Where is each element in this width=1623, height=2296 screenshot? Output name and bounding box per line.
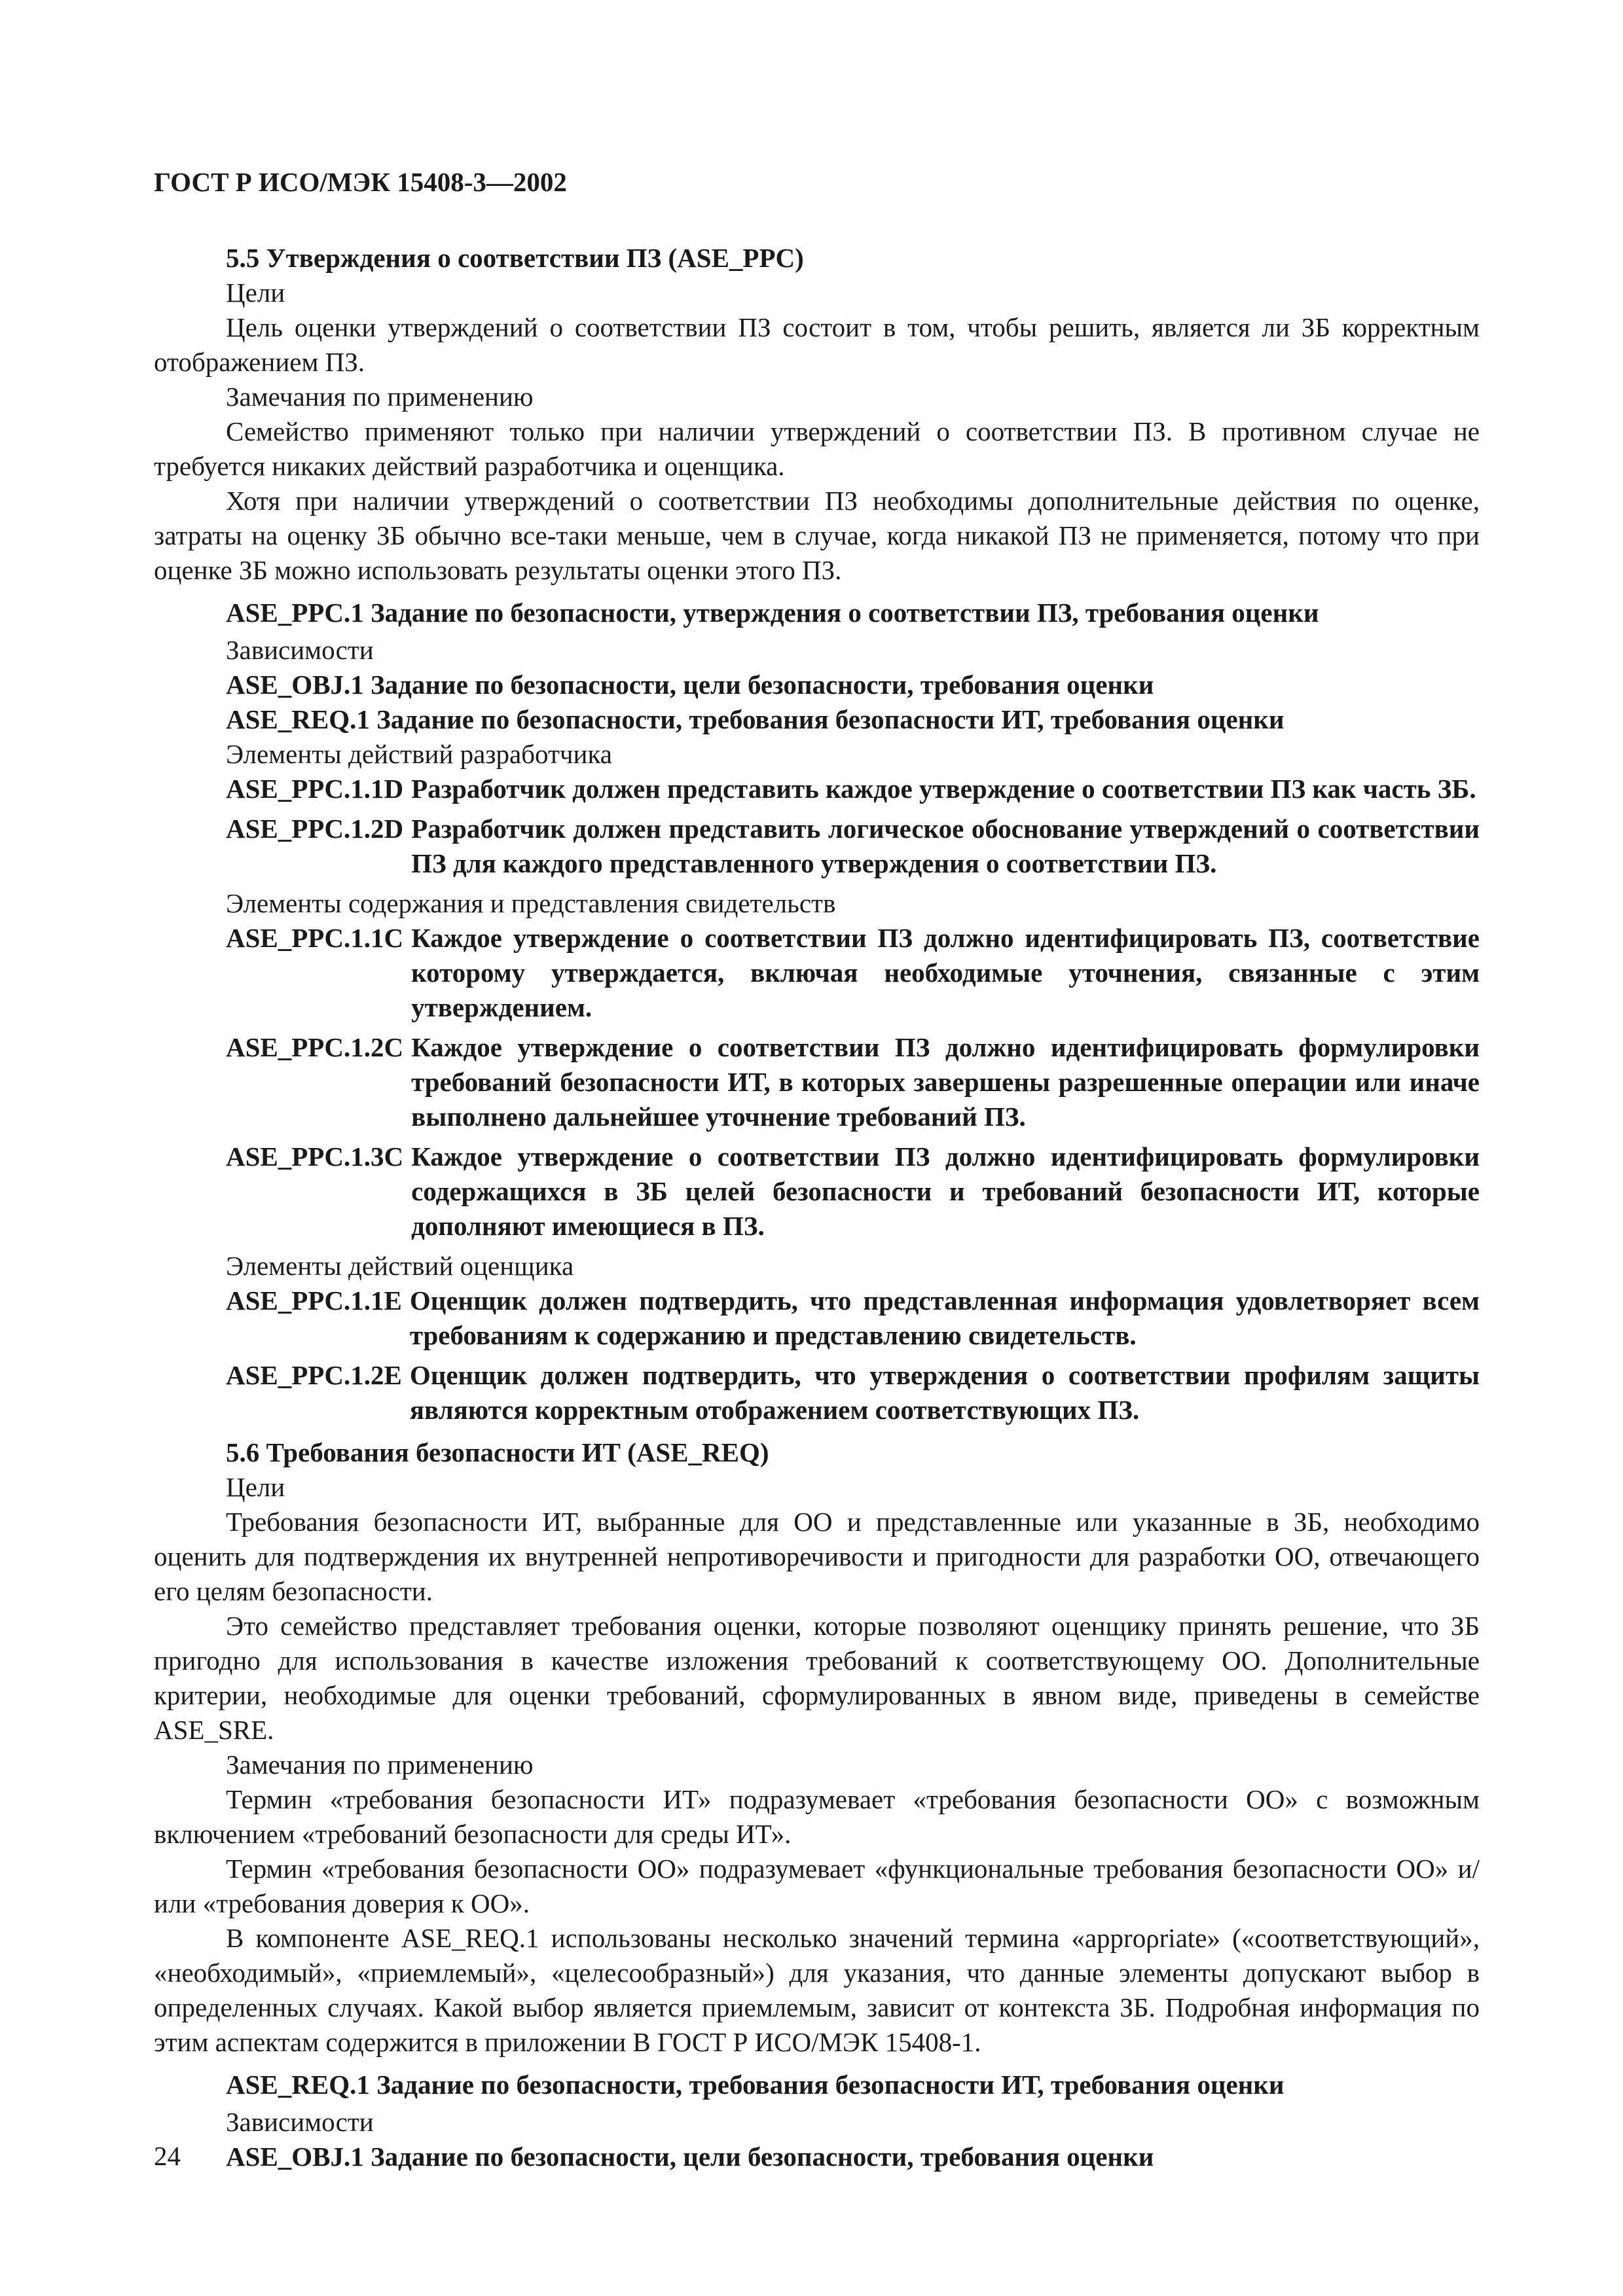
element-text: Разработчик должен представить каждое утверждение о соответствии ПЗ как часть ЗБ. bbox=[411, 774, 1476, 804]
paragraph: Семейство применяют только при наличии утверждений о соответствии ПЗ. В противном случае не требуется никаких действий разработчика и оценщика. bbox=[154, 416, 1480, 481]
dependencies-label: Зависимости bbox=[226, 635, 374, 665]
document-page bbox=[154, 164, 1480, 2174]
paragraph: Цель оценки утверждений о соответствии ПЗ состоит в том, чтобы решить, является ли ЗБ корректным отображением ПЗ. bbox=[154, 312, 1480, 377]
component-title-ase-ppc-1: ASE_PPC.1 Задание по безопасности, утверждения о соответствии ПЗ, требования оценки bbox=[226, 598, 1319, 628]
section-5-6-title: 5.6 Требования безопасности ИТ (ASE_REQ) bbox=[226, 1437, 769, 1467]
paragraph: Это семейство представляет требования оценки, которые позволяют оценщику принять решение, что ЗБ пригодно для использования в качестве изложения требований к соответствующему ОО. Дополнительные критерии, необходимые для оценки требований, сформулированных в явном виде, приведены в семействе ASE_SRE. bbox=[154, 1611, 1480, 1745]
paragraph: Хотя при наличии утверждений о соответствии ПЗ необходимы дополнительные действия по оценке, затраты на оценку ЗБ обычно все-таки меньше, чем в случае, когда никакой ПЗ не применяется, потому что при оценке ЗБ можно использовать результаты оценки этого ПЗ. bbox=[154, 486, 1480, 585]
element-ase-ppc-1-2e bbox=[226, 1358, 1480, 1427]
element-code: ASE_PPC.1.1C bbox=[226, 923, 404, 953]
goals-label: Цели bbox=[226, 278, 285, 308]
element-code: ASE_PPC.1.2E bbox=[226, 1360, 402, 1390]
element-ase-ppc-1-2d bbox=[226, 812, 1480, 881]
paragraph: Термин «требования безопасности ОО» подразумевает «функциональные требования безопасности ОО» и/или «требования доверия к ОО». bbox=[154, 1854, 1480, 1918]
element-text: Оценщик должен подтвердить, что утверждения о соответствии профилям защиты являются корректным отображением соответствующих ПЗ. bbox=[409, 1360, 1480, 1425]
content-elements-label: Элементы содержания и представления свидетельств bbox=[226, 888, 836, 918]
evaluator-elements-label: Элементы действий оценщика bbox=[226, 1251, 574, 1281]
element-ase-ppc-1-3c bbox=[226, 1139, 1480, 1244]
element-text: Оценщик должен подтвердить, что представленная информация удовлетворяет всем требованиям к содержанию и представлению свидетельств. bbox=[409, 1285, 1480, 1350]
paragraph: Термин «требования безопасности ИТ» подразумевает «требования безопасности ОО» с возможным включением «требований безопасности для среды ИТ». bbox=[154, 1784, 1480, 1849]
section-5-5-title: 5.5 Утверждения о соответствии ПЗ (ASE_PPC) bbox=[226, 243, 804, 273]
element-text: Каждое утверждение о соответствии ПЗ должно идентифицировать формулировки требований безопасности ИТ, в которых завершены разрешенные операции или иначе выполнено дальнейшее уточнение требований ПЗ. bbox=[411, 1032, 1480, 1132]
element-ase-ppc-1-1d bbox=[226, 772, 1480, 806]
dependency-item: ASE_OBJ.1 Задание по безопасности, цели безопасности, требования оценки bbox=[226, 670, 1154, 700]
application-notes-label: Замечания по применению bbox=[226, 1749, 534, 1780]
element-ase-ppc-1-2c bbox=[226, 1030, 1480, 1134]
page-number: 24 bbox=[154, 2141, 181, 2171]
element-text: Разработчик должен представить логическое обоснование утверждений о соответствии ПЗ для каждого представленного утверждения о соответствии ПЗ. bbox=[411, 814, 1480, 878]
document-header: ГОСТ Р ИСО/МЭК 15408-3—2002 bbox=[154, 167, 567, 197]
element-code: ASE_PPC.1.1D bbox=[226, 774, 404, 804]
element-ase-ppc-1-1c bbox=[226, 921, 1480, 1025]
dependency-item: ASE_OBJ.1 Задание по безопасности, цели безопасности, требования оценки bbox=[226, 2142, 1154, 2172]
element-text: Каждое утверждение о соответствии ПЗ должно идентифицировать ПЗ, соответствие которому утверждается, включая необходимые уточнения, связанные с этим утверждением. bbox=[411, 923, 1480, 1022]
developer-elements-label: Элементы действий разработчика bbox=[226, 739, 612, 769]
paragraph: В компоненте ASE_REQ.1 использованы несколько значений термина «apprορriate» («соответствующий», «необходимый», «приемлемый», «целесообразный») для указания, что данные элементы допускают выбор в определенных случаях. Какой выбор является приемлемым, зависит от контекста ЗБ. Подробная информация по этим аспектам содержится в приложении В ГОСТ Р ИСО/МЭК 15408-1. bbox=[154, 1923, 1480, 2057]
element-ase-ppc-1-1e bbox=[226, 1283, 1480, 1353]
paragraph: Требования безопасности ИТ, выбранные для ОО и представленные или указанные в ЗБ, необходимо оценить для подтверждения их внутренней непротиворечивости и пригодности для разработки ОО, отвечающего его целям безопасности. bbox=[154, 1507, 1480, 1606]
component-title-ase-req-1: ASE_REQ.1 Задание по безопасности, требования безопасности ИТ, требования оценки bbox=[226, 2070, 1285, 2100]
element-code: ASE_PPC.1.1E bbox=[226, 1285, 402, 1316]
application-notes-label: Замечания по применению bbox=[226, 382, 534, 412]
element-code: ASE_PPC.1.2D bbox=[226, 814, 404, 844]
element-text: Каждое утверждение о соответствии ПЗ должно идентифицировать формулировки содержащихся в ЗБ целей безопасности и требований безопасности ИТ, которые дополняют имеющиеся в ПЗ. bbox=[411, 1141, 1480, 1241]
dependency-item: ASE_REQ.1 Задание по безопасности, требования безопасности ИТ, требования оценки bbox=[226, 704, 1285, 734]
element-code: ASE_PPC.1.2C bbox=[226, 1032, 404, 1062]
goals-label: Цели bbox=[226, 1472, 285, 1502]
element-code: ASE_PPC.1.3C bbox=[226, 1141, 404, 1172]
dependencies-label: Зависимости bbox=[226, 2107, 374, 2137]
